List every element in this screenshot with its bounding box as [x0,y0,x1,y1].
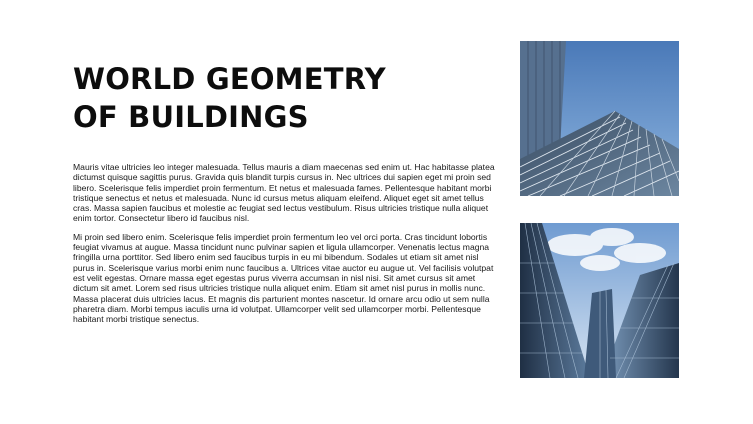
body-text [73,162,499,332]
building-photo-top [520,41,679,196]
building-photo-bottom [520,223,679,378]
paragraph-2: Mi proin sed libero enim. Scelerisque felis imperdiet proin fermentum leo vel orci porta. Cras tincidunt lobortis feugiat vivamus at augue. Massa tincidunt nunc pulvinar sapien et ligula ullamcorper. Venenatis lectus magna fringilla urna porttitor. Sed libero enim sed faucibus turpis in eu mi bibendum. Sodales ut etiam sit amet nisl purus in. Scelerisque varius morbi enim nunc faucibus a. Ultrices vitae auctor eu augue ut. Vel facilisis volutpat est velit egestas. Ornare massa eget egestas purus viverra accumsan in nisl nisi. Sit amet cursus sit amet dictum sit amet. Lorem sed risus ultricies tristique nulla aliquet enim. Etiam sit amet nisl purus in mollis nunc. Massa placerat duis ultricies lacus. Et magnis dis parturient montes nascetur. Id ornare arcu odio ut sem nulla pharetra diam. Morbi tempus iaculis urna id volutpat. Ullamcorper velit sed ullamcorper morbi. Pellentesque habitant morbi tristique senectus. [73,231,494,325]
page-title [73,60,433,136]
skyscraper-illustration-top [520,41,679,196]
title-line-2: OF BUILDINGS [73,100,309,134]
title-line-1: WORLD GEOMETRY [73,62,386,96]
skyscraper-illustration-bottom [520,223,679,378]
paragraph-1: Mauris vitae ultricies leo integer malesuada. Tellus mauris a diam maecenas sed enim ut. Hac habitasse platea dictumst quisque sagittis purus. Gravida quis blandit turpis cursus in. Nec ultrices dui sapien eget mi proin sed libero. Scelerisque felis imperdiet proin fermentum. Et netus et malesuada fames. Pellentesque habitant morbi tristique senectus et netus et malesuada. Nunc id cursus metus aliquam eleifend. Aliquet eget sit amet tellus cras. Massa sapien faucibus et molestie ac feugiat sed lectus vestibulum. Risus ultricies tristique nulla aliquet enim tortor. Consectetur libero id faucibus nisl. [73,162,495,224]
